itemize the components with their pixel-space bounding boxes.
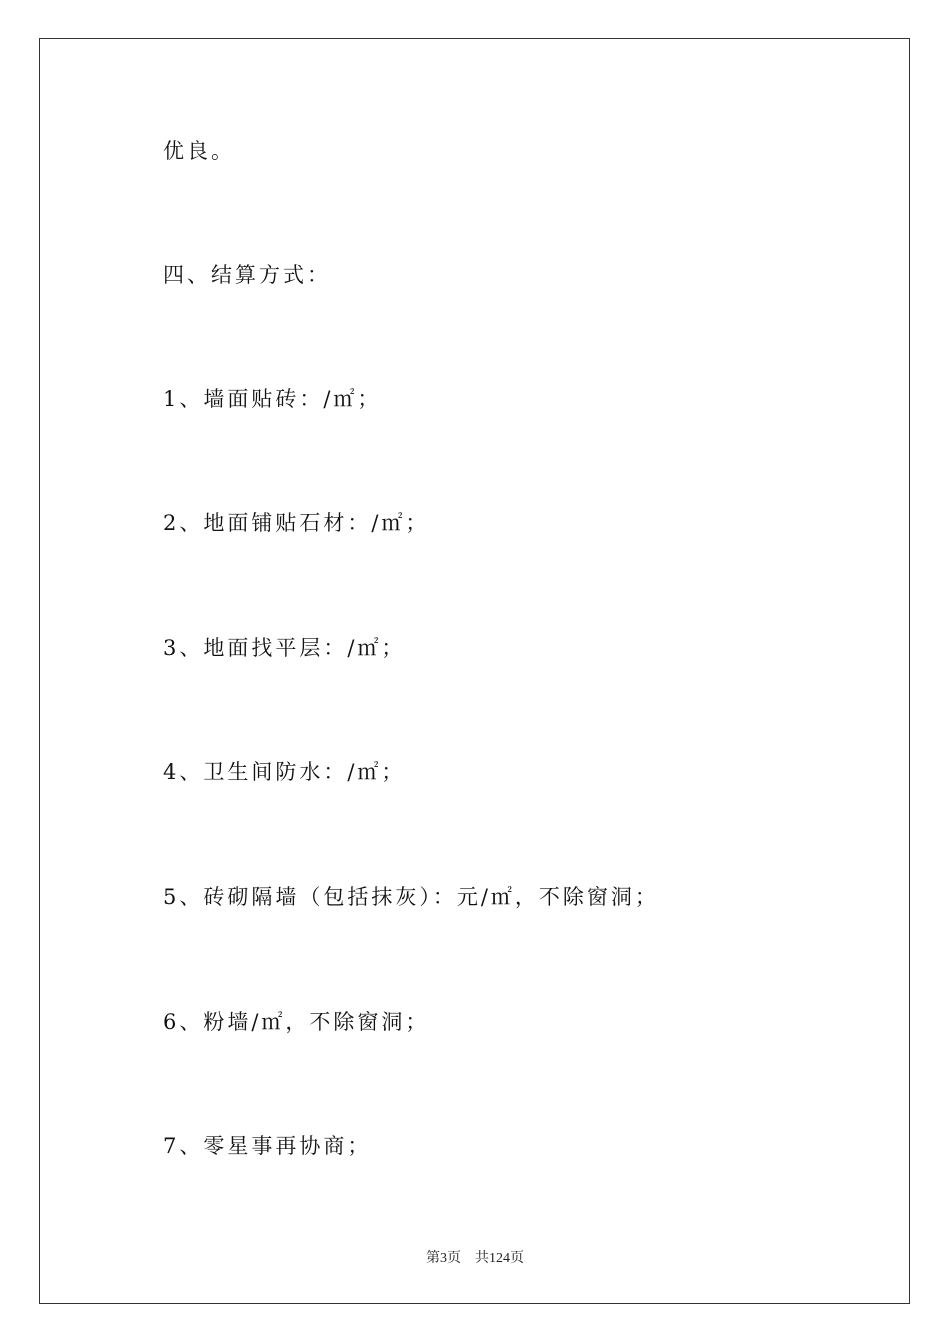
page-frame	[39, 38, 910, 1304]
page-footer	[0, 1247, 950, 1267]
list-item: 3、地面找平层：/㎡；	[163, 636, 406, 660]
list-item: 7、零星事再协商；	[163, 1134, 372, 1158]
page-total: 共124页	[475, 1251, 524, 1266]
text-line: 优良。	[163, 139, 235, 163]
page-number: 第3页	[426, 1251, 461, 1266]
list-item: 6、粉墙/㎡，不除窗洞；	[163, 1010, 430, 1034]
list-item: 2、地面铺贴石材：/㎡；	[163, 511, 430, 535]
section-heading: 四、结算方式：	[163, 263, 331, 287]
list-item: 1、墙面贴砖：/㎡；	[163, 387, 382, 411]
list-item: 5、砖砌隔墙（包括抹灰）：元/㎡，不除窗洞；	[163, 885, 659, 909]
list-item: 4、卫生间防水：/㎡；	[163, 760, 406, 784]
